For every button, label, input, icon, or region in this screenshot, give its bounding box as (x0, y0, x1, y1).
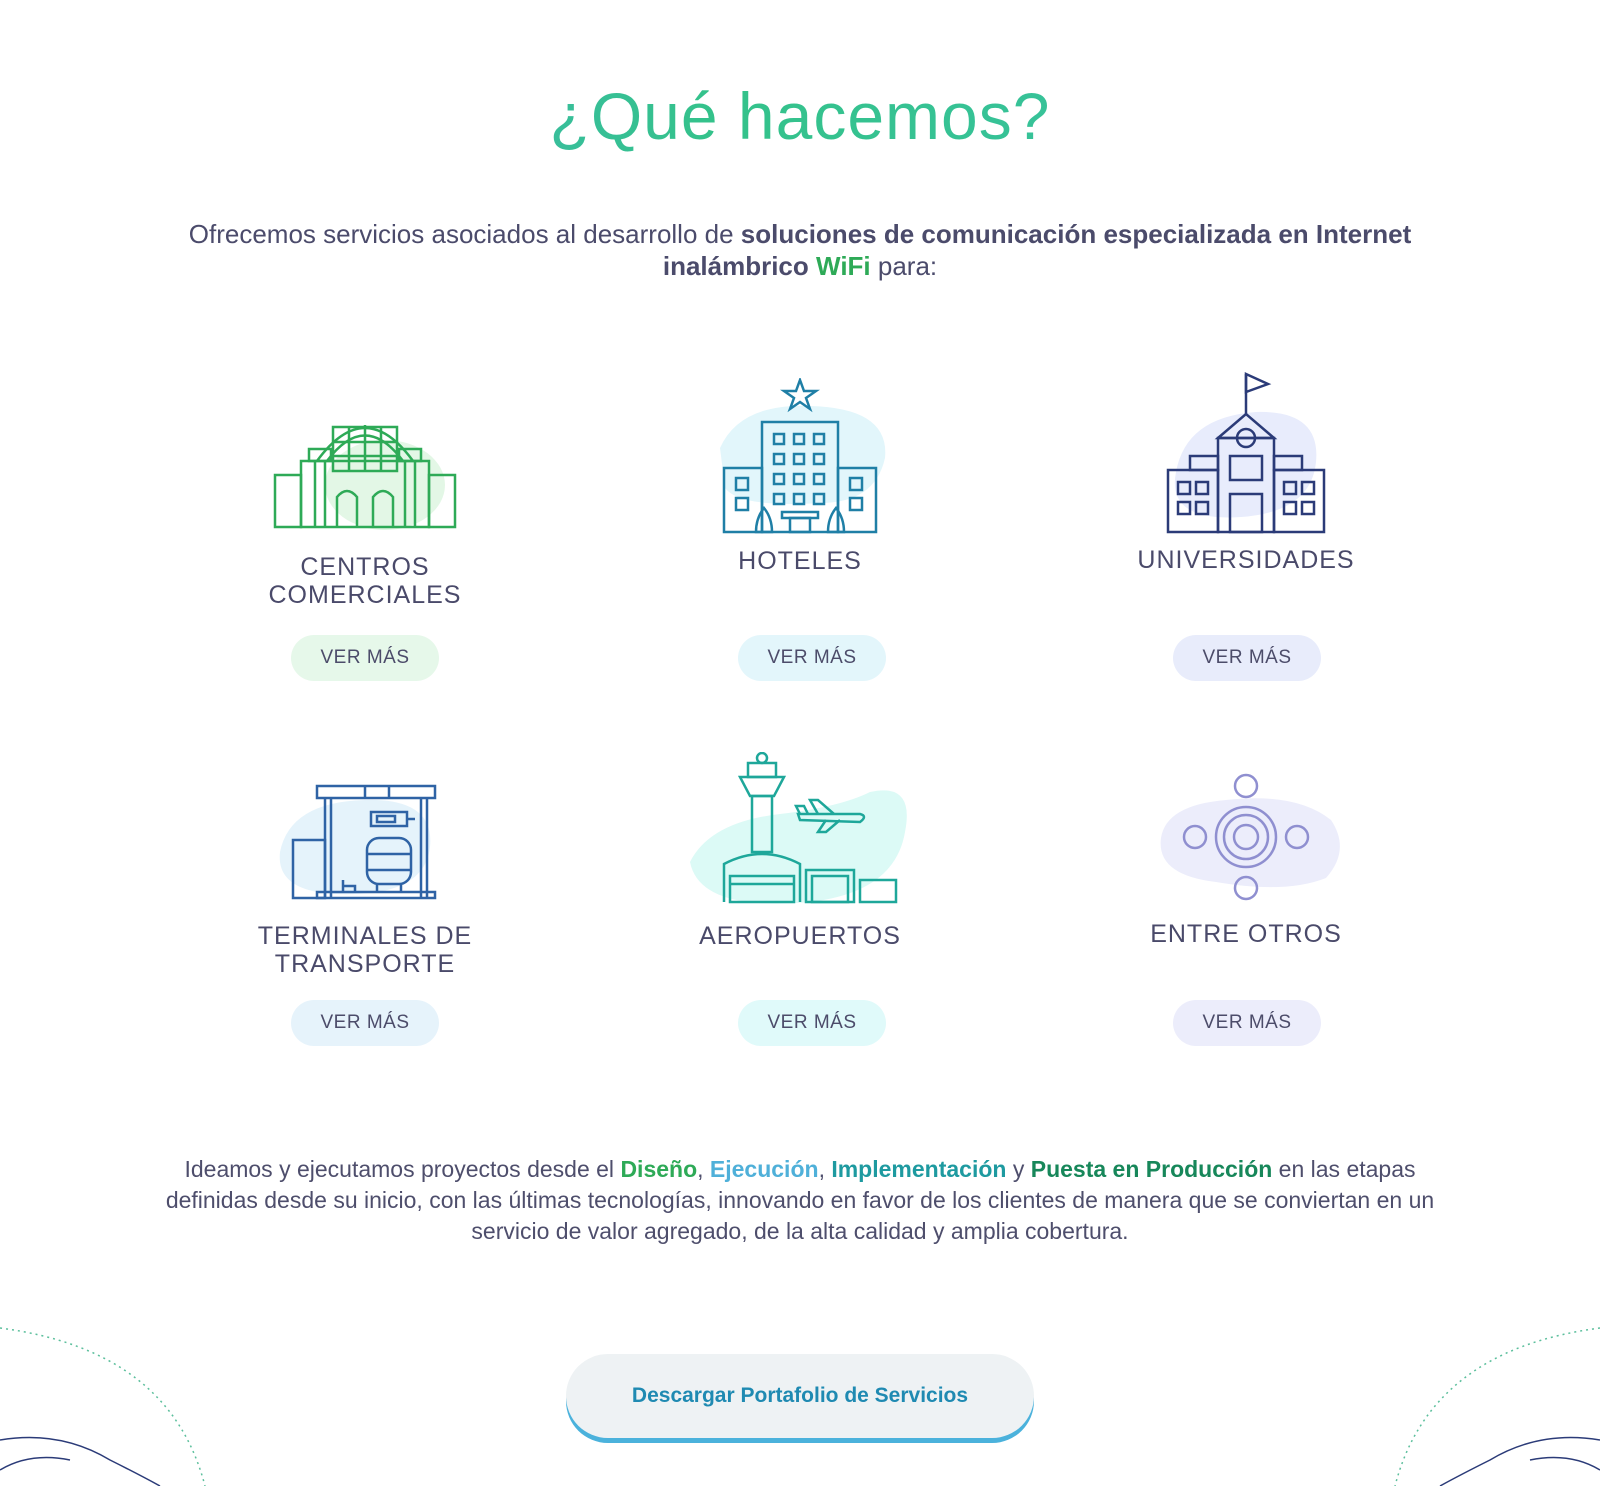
service-label: CENTROS COMERCIALES (268, 553, 462, 609)
service-card-aeropuertos (610, 752, 990, 950)
service-label: TERMINALES DE TRANSPORTE (257, 922, 473, 978)
ver-mas-button-hoteles[interactable]: VER MÁS (738, 635, 886, 681)
ver-mas-button-universidades[interactable]: VER MÁS (1173, 635, 1321, 681)
hotel-icon (700, 378, 900, 535)
wifi-highlight: WiFi (816, 251, 871, 281)
closing-paragraph: Ideamos y ejecutamos proyectos desde el Diseño, Ejecución, Implementación y Puesta en Producción en las etapas definidas desde su inicio, con las últimas tecnologías, innovando en favor de los clientes de manera que se conviertan en un servicio de valor agregado, de la alta calidad y amplia cobertura. (165, 1156, 1435, 1244)
service-card-terminales (175, 782, 555, 978)
service-card-hoteles (610, 378, 990, 575)
download-portfolio-button[interactable]: Descargar Portafolio de Servicios (566, 1354, 1034, 1438)
service-label: AEROPUERTOS (699, 922, 901, 950)
service-label: ENTRE OTROS (1150, 920, 1342, 948)
ver-mas-button-terminales[interactable]: VER MÁS (291, 1000, 439, 1046)
service-card-entre-otros (1056, 770, 1436, 948)
university-icon (1146, 372, 1346, 534)
service-card-centros-comerciales (175, 405, 555, 609)
ver-mas-button-centros-comerciales[interactable]: VER MÁS (291, 635, 439, 681)
transport-terminal-icon (265, 782, 465, 902)
decorative-arcs-left (0, 1320, 220, 1486)
airport-icon (690, 752, 910, 904)
intro-text: Ofrecemos servicios asociados al desarrollo de soluciones de comunicación especializada en Internet inalámbrico WiFi para: (188, 219, 1412, 281)
decorative-arcs-right (1380, 1320, 1600, 1486)
service-label: UNIVERSIDADES (1137, 546, 1355, 574)
ver-mas-button-aeropuertos[interactable]: VER MÁS (738, 1000, 886, 1046)
service-label: HOTELES (738, 547, 862, 575)
ver-mas-button-entre-otros[interactable]: VER MÁS (1173, 1000, 1321, 1046)
others-icon (1146, 770, 1346, 904)
shopping-mall-icon (265, 405, 465, 535)
page-title: ¿Qué hacemos? (0, 78, 1600, 154)
service-card-universidades (1056, 372, 1436, 574)
